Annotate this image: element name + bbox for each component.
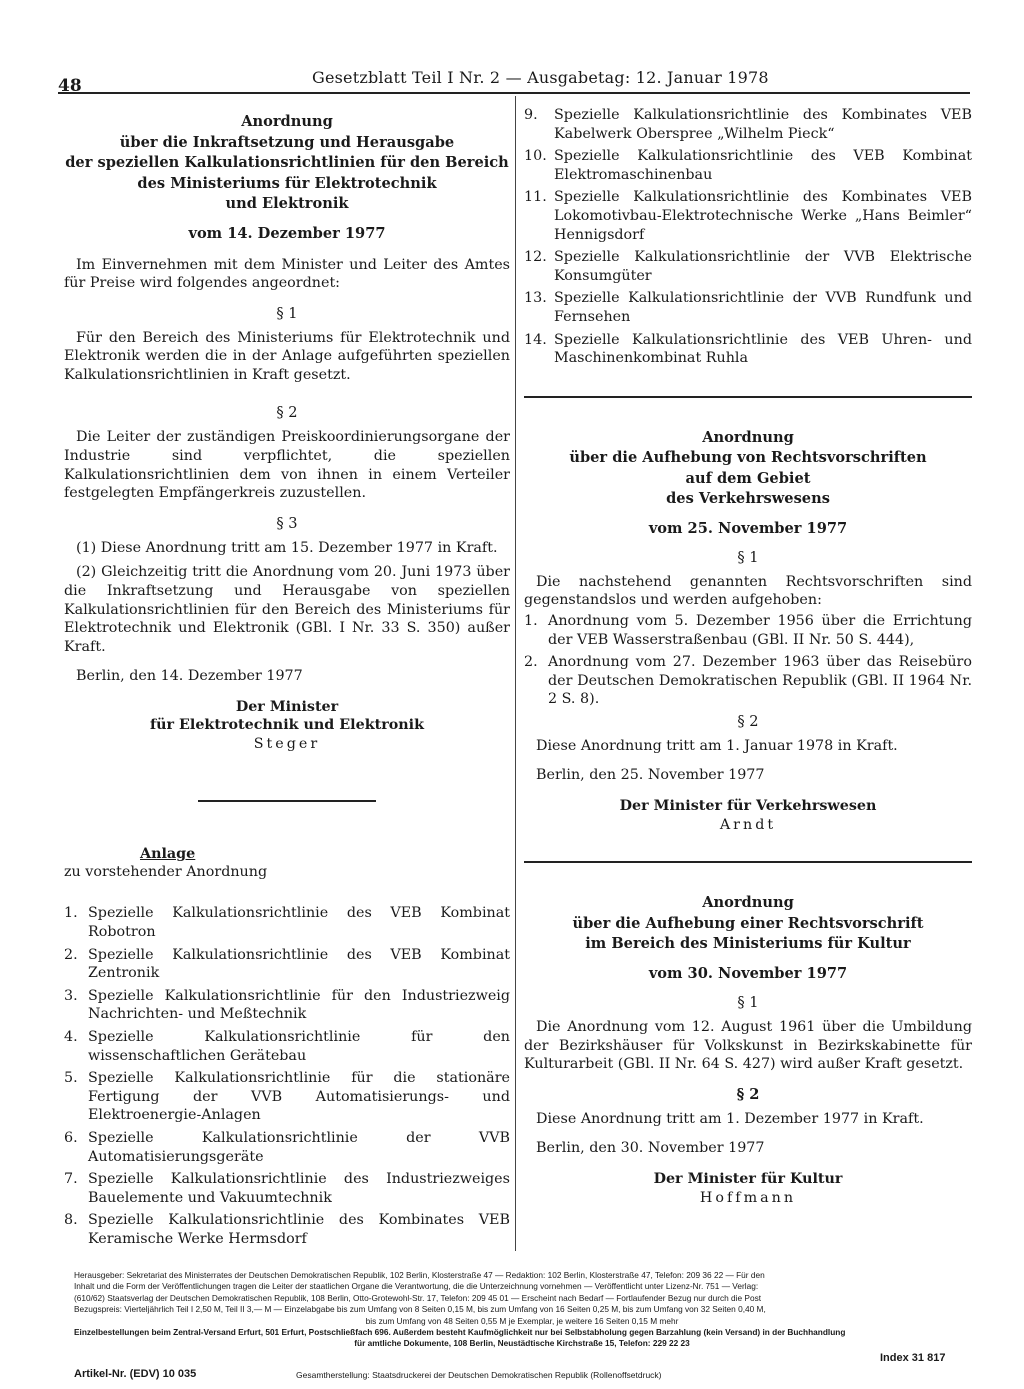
section-rule	[524, 396, 972, 398]
imprint-line: Bezugspreis: Vierteljährlich Teil I 2,50 M, Teil II 3,— M — Einzelabgabe bis zum Umfang von 8 Seiten 0,15 M, bis zum Umfang von 16 Seiten 0,25 M, bis zum Umfang von 32 Seiten 0,40 M,	[74, 1304, 766, 1315]
section-heading: § 1	[737, 548, 759, 566]
list-item: 9. Spezielle Kalkulationsrichtlinie des Kombinates VEB Kabelwerk Oberspree „Wilhelm Pieck“	[524, 107, 972, 142]
list-item: 11. Spezielle Kalkulationsrichtlinie des Kombinates VEB Lokomotivbau-Elektrotechnische Werke „Hans Beimler“ Hennigsdorf	[524, 189, 972, 243]
signer-title-line: für Elektrotechnik und Elektronik	[149, 717, 425, 734]
section-text: (2) Gleichzeitig tritt die Anordnung vom 20. Juni 1973 über die Inkraftsetzung und Herausgabe von speziellen Kalkulationsrichtlinien für den Bereich des Ministeriums für Elektrotechnik und Elektronik (GBl. I Nr. 33 S. 350) außer Kraft.	[64, 564, 510, 655]
list-item: 13. Spezielle Kalkulationsrichtlinie der VVB Rundfunk und Fernsehen	[524, 290, 972, 325]
section-heading: § 3	[276, 514, 298, 532]
signer-title: Der Minister für Verkehrswesen	[619, 798, 877, 815]
section-text: Die Anordnung vom 12. August 1961 über die Umbildung der Bezirkshäuser für Volkskunst in Bezirkskabinette für Kulturarbeit (GBl. II Nr. 64 S. 427) wird außer Kraft gesetzt.	[524, 1018, 972, 1073]
title-line: Anordnung	[702, 428, 794, 446]
signer-title: Der Minister für Kultur	[653, 1171, 843, 1188]
ordinance-3-date: vom 30. November 1977	[648, 964, 848, 982]
section-text: Die Leiter der zuständigen Preiskoordinierungsorgane der Industrie sind verpflichtet, die speziellen Kalkulationsrichtlinien dem von ihnen in einem Verteiler festgelegten Empfängerkreis zuzustellen.	[64, 429, 510, 502]
section-heading: § 2	[737, 712, 759, 730]
imprint-line: Inhalt und die Form der Veröffentlichungen tragen die Leiter der staatlichen Organe die Verantwortung, die die Unterzeichnung vornehmen — Veröffentlicht unter Lizenz-Nr. 751 — Verlag:	[74, 1281, 759, 1292]
annex-subheading: zu vorstehender Anordnung	[64, 864, 268, 881]
column-divider	[515, 96, 516, 1251]
page-number: 48	[58, 76, 82, 96]
running-header: Gesetzblatt Teil I Nr. 2 — Ausgabetag: 12. Januar 1978	[312, 68, 769, 87]
list-item: 1. Anordnung vom 5. Dezember 1956 über die Errichtung der VEB Wasserstraßenbau (GBl. II Nr. 50 S. 444),	[524, 612, 972, 648]
ordinance-1-intro: Im Einvernehmen mit dem Minister und Leiter des Amtes für Preise wird folgendes angeordnet:	[64, 256, 510, 292]
section-text: Diese Anordnung tritt am 1. Januar 1978 in Kraft.	[536, 737, 898, 754]
imprint-line: Einzelbestellungen beim Zentral-Versand Erfurt, 501 Erfurt, Postschließfach 696. Außerdem besteht Kaufmöglichkeit nur bei Selbstabholung gegen Barzahlung (kein Versand) in der Buchhandlung	[74, 1327, 846, 1338]
list-item: 7. Spezielle Kalkulationsrichtlinie des Industriezweiges Bauelemente und Vakuumtechnik	[64, 1171, 510, 1206]
list-item: 3. Spezielle Kalkulationsrichtlinie für den Industriezweig Nachrichten- und Meßtechnik	[64, 987, 510, 1023]
imprint-line: (610/62) Staatsverlag der Deutschen Demokratischen Republik, 108 Berlin, Otto-Grotewohl-Str. 17, Telefon: 209 45 01 — Erscheint nach Bedarf — Fortlaufender Bezug nur durch die Post	[74, 1292, 762, 1303]
section-heading: § 2	[736, 1085, 760, 1103]
title-line: auf dem Gebiet	[685, 469, 811, 487]
signer-name: Hoffmann	[699, 1190, 797, 1207]
annex-list	[64, 904, 510, 1248]
list-item: 10. Spezielle Kalkulationsrichtlinie des VEB Kombinat Elektromaschinenbau	[524, 148, 972, 183]
section-heading: § 2	[276, 404, 298, 422]
section-text: Die nachstehend genannten Rechtsvorschriften sind gegenstandslos und werden aufgehoben:	[524, 573, 972, 609]
title-line: über die Aufhebung von Rechtsvorschriften	[569, 449, 927, 467]
signer-name: Arndt	[719, 817, 777, 834]
list-item: 2. Spezielle Kalkulationsrichtlinie des VEB Kombinat Zentronik	[64, 946, 510, 982]
left-column	[64, 112, 510, 1253]
ordinance-1-date: vom 14. Dezember 1977	[188, 224, 386, 242]
title-line: Anordnung	[241, 113, 333, 130]
printer-note: Gesamtherstellung: Staatsdruckerei der Deutschen Demokratischen Republik (Rollenoffsetdruck)	[296, 1370, 662, 1380]
title-line: des Ministeriums für Elektrotechnik	[137, 174, 437, 192]
title-line: und Elektronik	[225, 195, 349, 212]
place-date: Berlin, den 14. Dezember 1977	[76, 668, 303, 685]
list-item: 14. Spezielle Kalkulationsrichtlinie des VEB Uhren- und Maschinenkombinat Ruhla	[524, 331, 972, 367]
title-line: über die Inkraftsetzung und Herausgabe	[119, 133, 455, 151]
article-number: Artikel-Nr. (EDV) 10 035	[74, 1368, 197, 1380]
section-heading: § 1	[276, 304, 298, 322]
section-rule	[524, 861, 972, 863]
annex-heading: Anlage	[140, 846, 196, 863]
signer-title	[64, 698, 510, 734]
header-rule	[58, 92, 970, 94]
imprint-line: bis zum Umfang von 48 Seiten 0,55 M je Exemplar, je weitere 16 Seiten 0,15 M mehr	[365, 1315, 679, 1326]
place-date: Berlin, den 30. November 1977	[536, 1140, 765, 1157]
section-heading: § 1	[737, 993, 759, 1011]
section-text: (1) Diese Anordnung tritt am 15. Dezember 1977 in Kraft.	[76, 539, 498, 556]
section-text: Diese Anordnung tritt am 1. Dezember 1977 in Kraft.	[536, 1110, 924, 1127]
section-text: Für den Bereich des Ministeriums für Elektrotechnik und Elektronik werden die in der Anlage aufgeführten speziellen Kalkulationsrichtlinien in Kraft gesetzt.	[64, 329, 510, 383]
place-date: Berlin, den 25. November 1977	[536, 767, 765, 784]
signer-title-line: Der Minister	[235, 699, 339, 716]
title-line: über die Aufhebung einer Rechtsvorschrift	[572, 914, 924, 932]
imprint-footer	[74, 1270, 970, 1350]
list-item: 1. Spezielle Kalkulationsrichtlinie des VEB Kombinat Robotron	[64, 905, 510, 940]
list-item: 5. Spezielle Kalkulationsrichtlinie für die stationäre Fertigung der VVB Automatisierungs- und Elektroenergie-Anlagen	[64, 1070, 510, 1124]
title-line: des Verkehrswesens	[666, 490, 830, 508]
right-column	[524, 106, 972, 1206]
list-item: 8. Spezielle Kalkulationsrichtlinie des Kombinates VEB Keramische Werke Hermsdorf	[64, 1212, 510, 1247]
index-number: Index 31 817	[880, 1352, 946, 1364]
imprint-line: Herausgeber: Sekretariat des Ministerrates der Deutschen Demokratischen Republik, 102 Berlin, Klosterstraße 47 — Redaktion: 102 Berlin, Klosterstraße 47, Telefon: 209 36 22 — Für den	[74, 1270, 765, 1280]
list-item: 6. Spezielle Kalkulationsrichtlinie der VVB Automatisierungsgeräte	[64, 1129, 510, 1165]
title-line: Anordnung	[702, 894, 794, 912]
imprint-line: für amtliche Dokumente, 108 Berlin, Neustädtische Kirchstraße 15, Telefon: 229 22 23	[354, 1338, 690, 1349]
section-rule	[198, 800, 376, 802]
ordinance-1-title	[64, 112, 510, 215]
list-item: 4. Spezielle Kalkulationsrichtlinie für den wissenschaftlichen Gerätebau	[64, 1028, 510, 1064]
ordinance-3-title	[524, 893, 972, 955]
list-item: 2. Anordnung vom 27. Dezember 1963 über das Reisebüro der Deutschen Demokratischen Republik (GBl. II 1964 Nr. 2 S. 8).	[524, 654, 972, 708]
ordinance-2-date: vom 25. November 1977	[648, 519, 848, 537]
ordinance-2-title	[524, 428, 972, 510]
signer-name: Steger	[253, 736, 321, 753]
title-line: der speziellen Kalkulationsrichtlinien für den Bereich	[65, 154, 509, 171]
title-line: im Bereich des Ministeriums für Kultur	[585, 935, 911, 953]
list-item: 12. Spezielle Kalkulationsrichtlinie der VVB Elektrische Konsumgüter	[524, 249, 972, 284]
annex-list-continued	[524, 106, 972, 368]
